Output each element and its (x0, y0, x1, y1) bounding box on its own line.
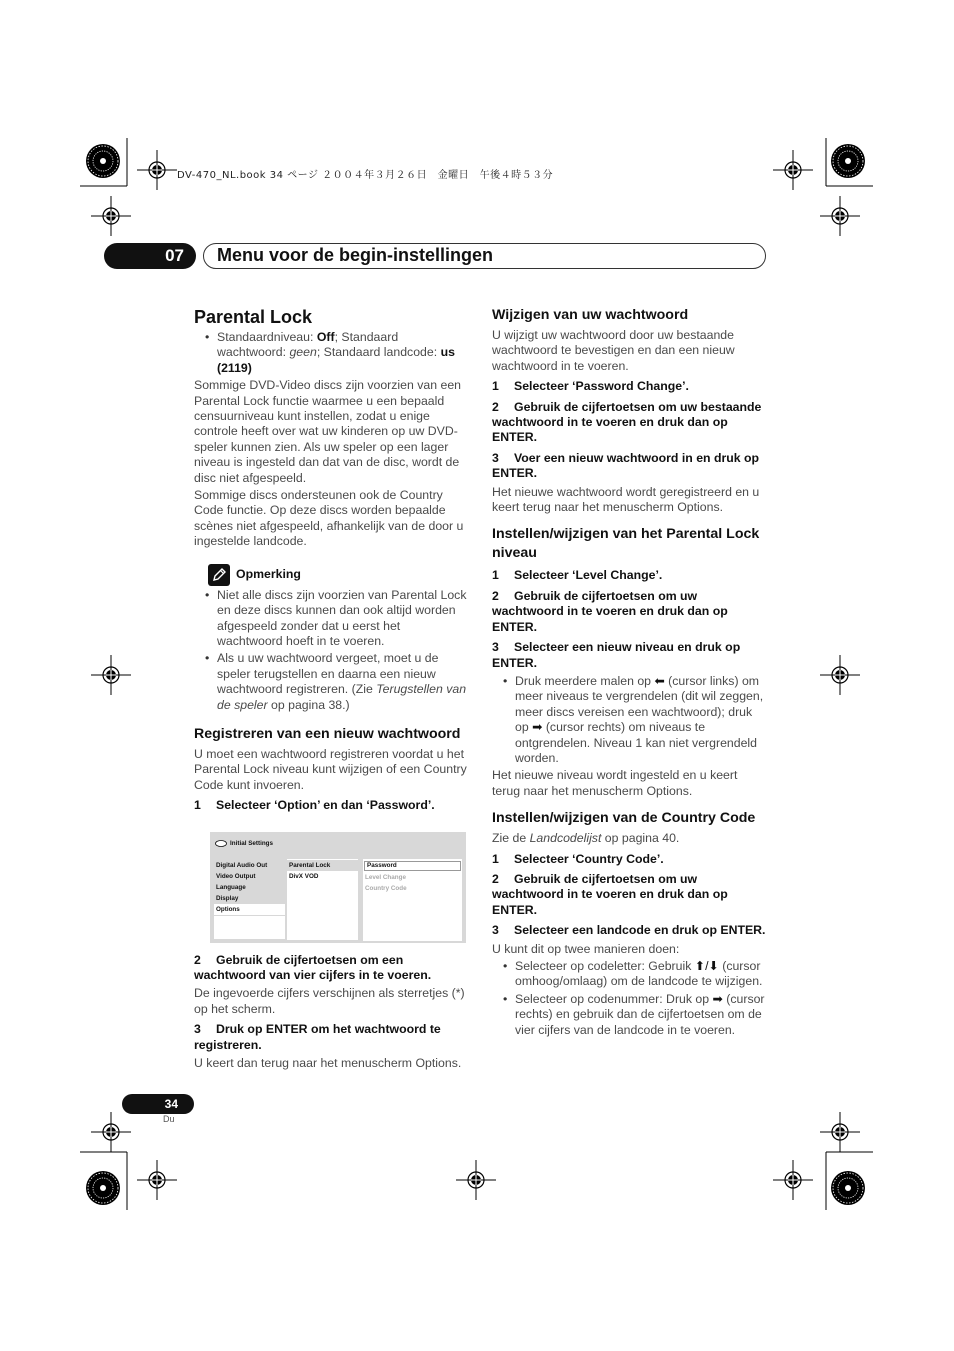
step-number: 2 (194, 952, 201, 967)
screen-menu-pane (214, 859, 285, 939)
settings-screen-image (210, 832, 466, 943)
defaults-mid: ; Standaard wachtwoord: (217, 330, 399, 360)
step-number: 2 (492, 588, 499, 603)
screen-title-text: Initial Settings (230, 839, 274, 847)
screen-menu-item: Options (214, 904, 285, 915)
step-2 (492, 589, 766, 635)
step-text: Druk op ENTER om het wachtwoord te registreren. (194, 1022, 441, 1052)
step-3 (194, 1022, 468, 1053)
bullet-text: Druk meerdere malen op (515, 673, 655, 688)
bullet-text: Selecteer op codenummer: Druk op (515, 991, 713, 1006)
bullet-item (492, 992, 766, 1038)
step-number: 3 (492, 923, 499, 938)
note-list (194, 588, 468, 713)
note-title: Opmerking (236, 566, 301, 581)
level-bullets (492, 674, 766, 766)
country-code-bullets (492, 959, 766, 1038)
note-item (194, 651, 468, 713)
paragraph: U keert dan terug naar het menuscherm Options. (194, 1056, 462, 1070)
step-number: 1 (492, 568, 499, 583)
screen-title (215, 836, 273, 851)
defaults-prefix: Standaardniveau: (217, 330, 317, 344)
note-text: op pagina 38.) (267, 697, 350, 712)
step-2 (194, 953, 468, 984)
bullet-text: (cursor rechts) om niveaus te ontgrendelen. Niveau 1 kan niet vergrendeld worden. (515, 720, 758, 765)
step-1 (492, 379, 766, 394)
screen-submenu-pane (287, 859, 358, 940)
subsection-title-parental-level: Instellen/wijzigen van het Parental Lock niveau (492, 526, 760, 562)
defaults-list (194, 330, 468, 376)
subsection-title-country-code: Instellen/wijzigen van de Country Code (492, 810, 756, 827)
paragraph: Het nieuwe niveau wordt ingesteld en u keert terug naar het menuscherm Options. (492, 768, 738, 798)
step-text: Gebruik de cijfertoetsen om uw wachtwoord in te voeren en druk dan op ENTER. (492, 871, 728, 917)
step-number: 3 (194, 1022, 201, 1037)
screen-submenu-item: DivX VOD (289, 872, 319, 880)
step-3 (492, 640, 766, 671)
language-code: Du (163, 1114, 175, 1124)
step-text: Selecteer ‘Password Change’. (514, 379, 689, 394)
bullet-item (492, 959, 766, 990)
left-column (194, 306, 468, 1073)
default-password: geen (289, 345, 317, 360)
screen-menu-item: Display (216, 894, 239, 902)
step-text: Selecteer ‘Country Code’. (514, 851, 664, 866)
subsection-title-change-password: Wijzigen van uw wachtwoord (492, 307, 689, 323)
bullet-item (492, 674, 766, 766)
arrow-right-icon: ➡ (532, 720, 543, 735)
arrow-right-icon: ➡ (712, 991, 723, 1006)
bullet-text: (cursor links) om meer niveaus te vergrendelen (dit wil zeggen, meer discs vereisen een wachtwoord); druk op (515, 673, 764, 735)
page-number: 34 (122, 1094, 194, 1114)
paragraph: Sommige discs ondersteunen ook de Country Code functie. Op deze discs worden bepaalde scènes niet afgespeeld, afhankelijk van de door u ingestelde landcode. (194, 488, 464, 549)
bullet-text: (cursor omhoog/omlaag) om de landcode te wijzigen. (515, 959, 763, 989)
step-1 (492, 568, 766, 583)
screen-option-item: Password (364, 861, 461, 871)
note-item: • Niet alle discs zijn voorzien van Parental Lock en deze discs kunnen dan ook altijd worden afgespeeld zonder dat u eerst het wachtwoord hoeft in te voeren. (194, 588, 468, 650)
arrow-left-icon: ⬅ (654, 673, 665, 688)
step-text: Gebruik de cijfertoetsen om uw wachtwoord in te voeren en druk dan op ENTER. (492, 588, 728, 634)
step-number: 1 (194, 798, 201, 813)
step-text: Selecteer een nieuw niveau en druk op ENTER. (492, 640, 741, 670)
see-text: Zie de (492, 831, 530, 846)
see-text: op pagina 40. (601, 831, 680, 846)
screen-menu-item: Digital Audio Out (216, 861, 268, 869)
see-link-text: Landcodelijst (529, 831, 602, 846)
chapter-number: 07 (104, 243, 196, 269)
default-code: us (2119) (217, 345, 455, 375)
step-text: Voer een nieuw wachtwoord in en druk op ENTER. (492, 450, 760, 481)
step-number: 2 (492, 871, 499, 886)
step-number: 1 (492, 379, 499, 394)
step-number: 2 (492, 399, 499, 414)
screen-options-pane (363, 859, 462, 941)
disc-icon (215, 840, 227, 847)
bullet-text: (cursor rechts) en gebruik dan de cijfertoetsen om de vier cijfers van de landcode in te voeren. (515, 991, 765, 1037)
step-text: Gebruik de cijfertoetsen om uw bestaande wachtwoord in te voeren en druk dan op ENTER. (492, 399, 762, 445)
subsection-title-register: Registreren van een nieuw wachtwoord (194, 725, 461, 742)
screen-option-item: Level Change (365, 873, 406, 881)
screen-menu-item: Language (216, 883, 246, 891)
arrow-up-down-icon: ⬆/⬇ (694, 959, 719, 973)
paragraph: U wijzigt uw wachtwoord door uw bestaande wachtwoord te bevestigen en dan een nieuw wachtwoord in te voeren. (492, 328, 735, 373)
default-level: Off (316, 330, 335, 344)
bullet-text: Selecteer op codeletter: Gebruik (515, 959, 695, 973)
step-text: Selecteer ‘Option’ en dan ‘Password’. (216, 798, 435, 813)
note-text: Als u uw wachtwoord vergeet, moet u de speler terugstellen en daarna een nieuw wachtwoord registreren. (Zie (217, 651, 439, 697)
step-3 (492, 451, 766, 482)
note-header (208, 564, 468, 586)
step-number: 3 (492, 640, 499, 655)
note-pencil-icon (208, 564, 230, 586)
step-1 (194, 798, 468, 813)
step-number: 3 (492, 450, 499, 465)
paragraph: U moet een wachtwoord registreren voordat u het Parental Lock niveau kunt wijzigen of een Country Code kunt invoeren. (194, 746, 467, 792)
step-3 (492, 923, 766, 938)
section-title-parental-lock: Parental Lock (194, 307, 313, 327)
step-1 (492, 852, 766, 867)
paragraph: Het nieuwe wachtwoord wordt geregistreerd en u keert terug naar het menuscherm Options. (492, 484, 760, 515)
screen-option-item: Country Code (365, 884, 407, 892)
paragraph: Sommige DVD-Video discs zijn voorzien van een Parental Lock functie waarmee u een bepaald censuurniveau kunt instellen, zodat u enige controle heeft over wat uw kinderen op uw DVD-speler kunnen zien. Als uw speler op een lager niveau is ingesteld dan dat van de disc, wordt de disc niet afgespeeld. (194, 378, 462, 485)
screen-submenu-item: Parental Lock (287, 860, 358, 871)
note-link-text: Terugstellen van de speler (217, 682, 467, 712)
step-text: Selecteer een landcode en druk op ENTER. (514, 923, 766, 938)
screen-menu-item: Video Output (216, 872, 256, 880)
paragraph (492, 831, 766, 846)
right-column (492, 306, 766, 1040)
step-text: Selecteer ‘Level Change’. (514, 568, 663, 583)
paragraph: U kunt dit op twee manieren doen: (492, 941, 680, 956)
paragraph: De ingevoerde cijfers verschijnen als sterretjes (*) op het scherm. (194, 986, 465, 1016)
defaults-item (194, 330, 468, 376)
print-header: DV-470_NL.book 34 ページ ２００４年３月２６日 金曜日 午後４時５３分 (177, 170, 554, 181)
step-number: 1 (492, 851, 499, 866)
step-2 (492, 872, 766, 918)
defaults-mid2: ; Standaard landcode: (316, 345, 441, 360)
chapter-title: Menu voor de begin-instellingen (203, 243, 766, 269)
step-text: Gebruik de cijfertoetsen om een wachtwoord van vier cijfers in te voeren. (194, 952, 432, 982)
step-2 (492, 400, 766, 446)
